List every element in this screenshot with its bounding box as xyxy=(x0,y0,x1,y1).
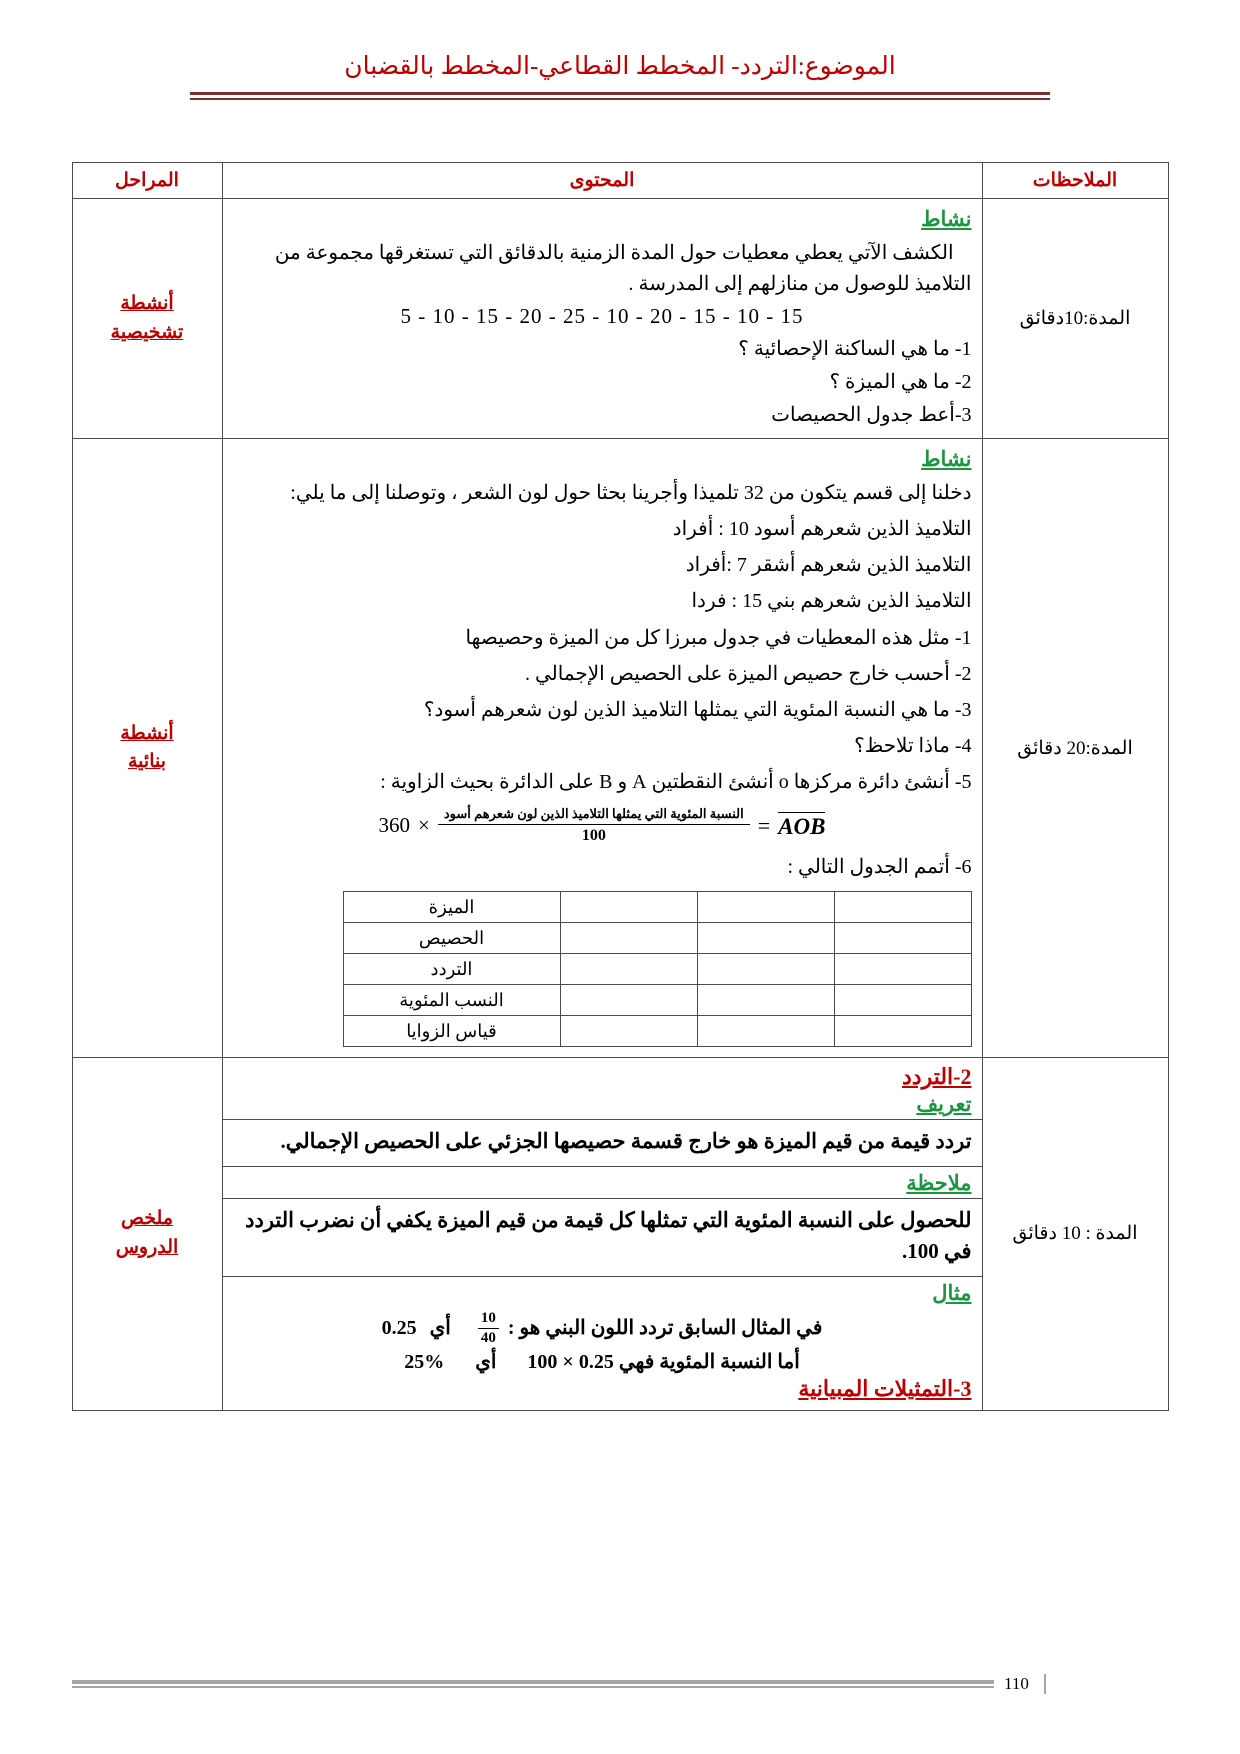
empty-cell[interactable] xyxy=(834,1016,971,1047)
row-content xyxy=(222,1058,982,1411)
activity-fact: التلاميذ الذين شعرهم أشقر 7 :أفراد xyxy=(685,554,972,576)
empty-cell[interactable] xyxy=(697,985,834,1016)
next-section-title: 3-التمثيلات المبيانية xyxy=(798,1375,972,1401)
stage-label-line1: أنشطة xyxy=(120,293,174,314)
stage-label-line2: تشخيصية xyxy=(110,321,184,343)
example-fraction-numerator: 10 xyxy=(478,1310,499,1329)
empty-cell[interactable] xyxy=(560,1016,697,1047)
example-line-2 xyxy=(233,1349,972,1374)
empty-cell[interactable] xyxy=(697,1016,834,1047)
page-title: الموضوع:التردد- المخطط القطاعي-المخطط بالقضبان xyxy=(344,53,896,80)
column-header-stages: المراحل xyxy=(72,163,222,199)
example-line1-text: في المثال السابق تردد اللون البني هو : xyxy=(507,1316,823,1339)
example-line-1 xyxy=(233,1310,972,1347)
summary-inner-table xyxy=(223,1058,982,1410)
activity-question: 2- ما هي الميزة ؟ xyxy=(829,371,972,393)
row-label: الميزة xyxy=(343,892,560,923)
activity-data-values: 15 - 10 - 15 - 20 - 10 - 25 - 20 - 15 - 10 - 5 xyxy=(400,304,804,328)
example-line2-row xyxy=(223,1347,982,1376)
example-line1-row xyxy=(223,1306,982,1347)
row-stage xyxy=(72,439,222,1058)
formula-equals: = xyxy=(757,812,771,838)
activity-label: نشاط xyxy=(921,447,972,471)
formula-denominator: 100 xyxy=(581,827,606,844)
empty-cell[interactable] xyxy=(697,923,834,954)
activity-question: 3-أعط جدول الحصيصات xyxy=(771,404,972,426)
definition-label: تعريف xyxy=(916,1092,972,1116)
row-label: الحصيص xyxy=(343,923,560,954)
empty-cell[interactable] xyxy=(560,985,697,1016)
example-line2-text: أما النسبة المئوية فهي 0.25 × 100 xyxy=(527,1350,800,1373)
formula-left-side: AOB xyxy=(778,813,826,839)
example-line2-connector: أي xyxy=(475,1350,497,1373)
document-header xyxy=(0,0,1240,100)
table-row xyxy=(343,892,971,923)
empty-cell[interactable] xyxy=(834,954,971,985)
formula-numerator: النسبة المئوية التي يمثلها التلاميذ الذين لون شعرهم أسود xyxy=(438,806,750,825)
remark-label: ملاحظة xyxy=(906,1170,972,1195)
activity-question: 3- ما هي النسبة المئوية التي يمثلها التلاميذ الذين لون شعرهم أسود؟ xyxy=(423,699,972,721)
section-title: 2-التردد xyxy=(901,1064,972,1089)
activity-fact: التلاميذ الذين شعرهم أسود 10 : أفراد xyxy=(672,518,972,540)
definition-label-row xyxy=(223,1090,982,1120)
table-row xyxy=(72,439,1168,1058)
activity-fact: التلاميذ الذين شعرهم بني 15 : فردا xyxy=(691,590,972,612)
angle-formula xyxy=(233,806,972,845)
empty-cell[interactable] xyxy=(834,923,971,954)
definition-text-row xyxy=(223,1120,982,1166)
empty-cell[interactable] xyxy=(560,923,697,954)
activity-question: 1- مثل هذه المعطيات في جدول مبرزا كل من الميزة وحصيصها xyxy=(465,627,972,649)
example-fraction-denominator: 40 xyxy=(480,1329,496,1346)
empty-cell[interactable] xyxy=(834,985,971,1016)
row-notes-duration: المدة:10دقائق xyxy=(982,199,1168,439)
activity-question: 4- ماذا تلاحظ؟ xyxy=(854,735,972,757)
formula-factor: 360 xyxy=(378,813,411,837)
empty-cell[interactable] xyxy=(697,892,834,923)
row-label: قياس الزوايا xyxy=(343,1016,560,1047)
formula-times-sign: × xyxy=(418,813,430,837)
empty-cell[interactable] xyxy=(697,954,834,985)
stage-label-line2: بنائية xyxy=(127,751,167,772)
activity-question: 2- أحسب خارج حصيص الميزة على الحصيص الإجمالي . xyxy=(524,663,972,685)
empty-cell[interactable] xyxy=(834,892,971,923)
activity-label: نشاط xyxy=(921,207,972,231)
example-line2-value: 25% xyxy=(404,1350,445,1373)
example-line1-value: 0.25 xyxy=(381,1316,417,1339)
row-label: النسب المئوية xyxy=(343,985,560,1016)
document-footer xyxy=(72,1674,1168,1694)
empty-cell[interactable] xyxy=(560,954,697,985)
remark-text: للحصول على النسبة المئوية التي تمثلها كل قيمة من قيم الميزة يكفي أن نضرب التردد في 100. xyxy=(245,1207,972,1263)
empty-cell[interactable] xyxy=(560,892,697,923)
row-content xyxy=(222,199,982,439)
remark-text-row xyxy=(223,1199,982,1277)
row-stage xyxy=(72,199,222,439)
example-fraction xyxy=(478,1310,499,1347)
row-content xyxy=(222,439,982,1058)
page-number: 110 xyxy=(1002,1674,1046,1694)
stage-label-line1: ملخص xyxy=(120,1208,173,1230)
table-row xyxy=(72,199,1168,439)
definition-text: تردد قيمة من قيم الميزة هو خارج قسمة حصيصها الجزئي على الحصيص الإجمالي. xyxy=(280,1129,972,1153)
table-row xyxy=(343,923,971,954)
activity-question-6: 6- أتمم الجدول التالي : xyxy=(787,856,972,878)
footer-divider xyxy=(72,1680,994,1688)
table-header-row xyxy=(72,163,1168,199)
row-label: التردد xyxy=(343,954,560,985)
remark-label-row xyxy=(223,1167,982,1199)
next-section-row xyxy=(223,1376,982,1410)
column-header-content: المحتوى xyxy=(222,163,982,199)
activity-intro: الكشف الآتي يعطي معطيات حول المدة الزمنية بالدقائق التي تستغرقها مجموعة من التلاميذ للوصول من منازلهم إلى المدرسة . xyxy=(274,242,972,295)
example-label-row xyxy=(223,1277,982,1306)
table-row xyxy=(343,1016,971,1047)
row-notes-duration: المدة : 10 دقائق xyxy=(982,1058,1168,1411)
fill-in-table xyxy=(343,891,972,1047)
summary-title-row xyxy=(223,1058,982,1090)
stage-label-line2: الدروس xyxy=(115,1236,179,1258)
table-row xyxy=(343,954,971,985)
lesson-table xyxy=(72,162,1169,1411)
row-stage xyxy=(72,1058,222,1411)
example-label: مثال xyxy=(932,1280,972,1305)
column-header-notes: الملاحظات xyxy=(982,163,1168,199)
activity-question: 1- ما هي الساكنة الإحصائية ؟ xyxy=(738,338,972,360)
stage-label-line1: أنشطة xyxy=(120,722,174,744)
formula-fraction xyxy=(438,806,750,845)
table-row xyxy=(72,1058,1168,1411)
table-row xyxy=(343,985,971,1016)
row-notes-duration: المدة:20 دقائق xyxy=(982,439,1168,1058)
activity-intro: دخلنا إلى قسم يتكون من 32 تلميذا وأجرينا بحثا حول لون الشعر ، وتوصلنا إلى ما يلي: xyxy=(290,482,972,504)
header-divider xyxy=(190,92,1050,100)
activity-question: 5- أنشئ دائرة مركزها o أنشئ النقطتين A و B على الدائرة بحيث الزاوية : xyxy=(380,771,972,793)
example-line1-connector: أي xyxy=(429,1316,451,1339)
